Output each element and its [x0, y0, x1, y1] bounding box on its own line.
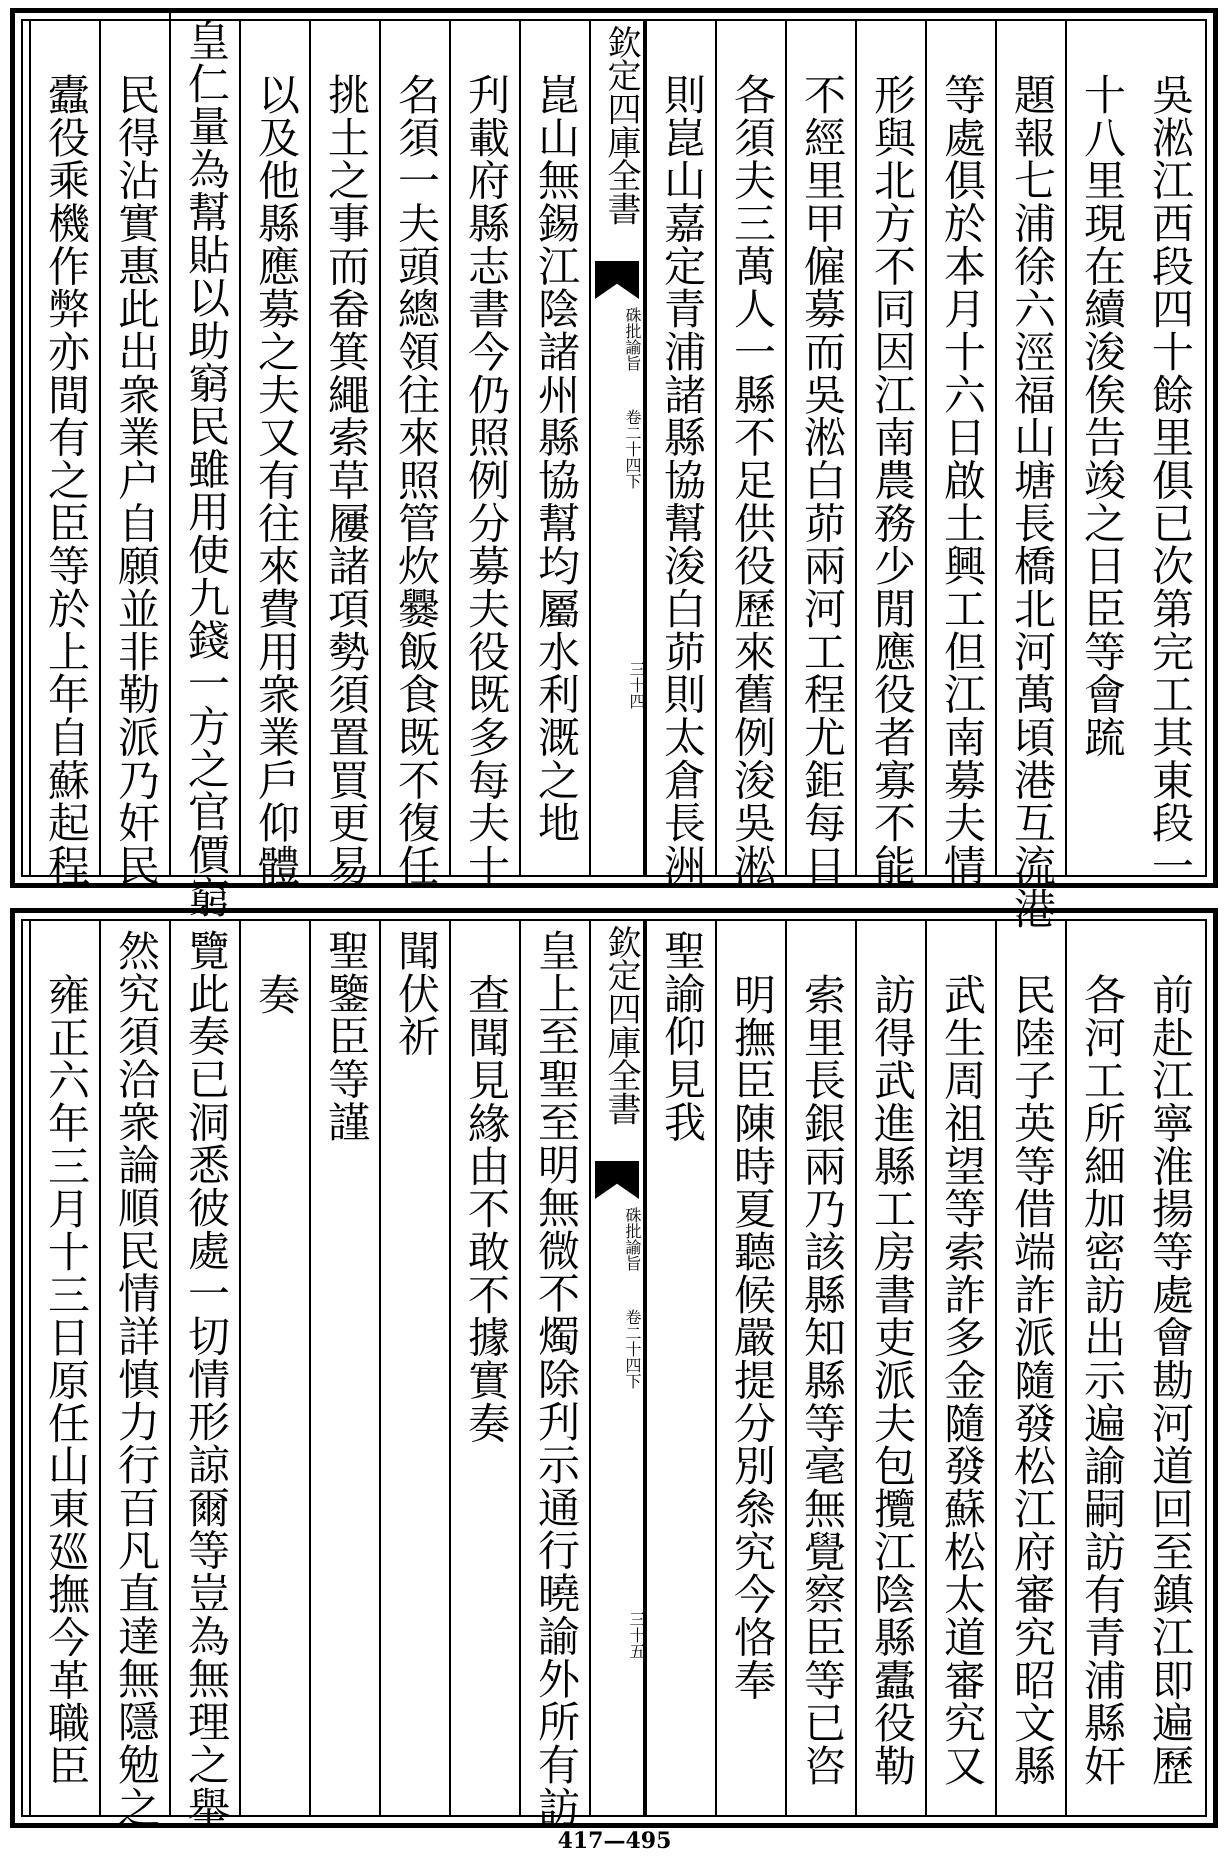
- column-text: 武生周祖望等索詐多金隨發蘇松太道審究又: [938, 973, 987, 1787]
- page-number-footer: 417—495: [557, 1828, 672, 1854]
- text-column: [855, 921, 925, 1815]
- bottom-page: [10, 908, 1218, 1828]
- text-column: [379, 921, 449, 1815]
- text-column: [239, 21, 309, 887]
- column-text: 題報七浦徐六涇福山塘長橋北河萬頃港互流港: [1008, 73, 1057, 930]
- column-text: 崑山無錫江陰諸州縣協幫均屬水利溉之地: [532, 73, 581, 845]
- column-text: 索里長銀兩乃該縣知縣等毫無覺察臣等已咨: [798, 973, 847, 1787]
- column-text: 各須夫三萬人一縣不足供役歷來舊例浚吳淞: [728, 73, 777, 887]
- text-column: [785, 921, 855, 1815]
- bottom-page-frame: [21, 919, 1207, 1829]
- column-text: 聖鑒臣等謹: [322, 929, 371, 1144]
- column-text: 形與北方不同因江南農務少閒應役者寡不能: [868, 73, 917, 887]
- text-column: [995, 21, 1065, 930]
- text-column: [1065, 921, 1135, 1815]
- column-text: 民陸子英等借端詐派隨發松江府審究昭文縣: [1008, 973, 1057, 1787]
- text-column: [99, 921, 169, 1829]
- column-text: 覽此奏已洞悉彼處一切情形諒爾等豈為無理之舉: [182, 929, 231, 1829]
- column-text: 然究須洽衆論順民情詳慎力行百凡直達無隱勉之: [112, 929, 161, 1829]
- text-column: [1135, 21, 1205, 887]
- column-text: 各河工所細加密訪出示遍諭嗣訪有青浦縣奸: [1078, 973, 1127, 1787]
- column-text: 以及他縣應募之夫又有往來費用衆業戶仰體: [252, 73, 301, 887]
- column-text: 等處俱於本月十六日啟土興工但江南募夫情: [938, 73, 987, 887]
- column-text: 前赴江寧淮揚等處會勘河道回至鎮江即遍歷: [1146, 973, 1195, 1787]
- text-column: [519, 921, 589, 1829]
- center-heart-column: [589, 921, 645, 1815]
- fish-tail-mark-icon: [595, 1161, 639, 1199]
- text-column: [925, 921, 995, 1815]
- book-title: 欽定四庫全書: [601, 925, 641, 1125]
- column-text: 皇仁量為幫貼以助窮民雖用使九錢一方之官價窮: [182, 19, 231, 919]
- column-text: 刋載府縣志書今仍照例分募夫役既多每夫十: [462, 73, 511, 887]
- column-text: 查聞見緣由不敢不據實奏: [462, 973, 511, 1445]
- text-column: [239, 921, 309, 1815]
- center-heart-column: [589, 21, 645, 875]
- text-column: [715, 21, 785, 887]
- text-column: [29, 21, 99, 887]
- top-page-frame: [21, 19, 1207, 930]
- column-text: 吳淞江西段四十餘里俱已次第完工其東段一: [1146, 73, 1195, 887]
- column-text: 聖諭仰見我: [658, 929, 707, 1144]
- column-text: 則崑山嘉定青浦諸縣協幫浚白茆則太倉長洲: [658, 73, 707, 887]
- text-column: [449, 921, 519, 1815]
- column-text: 蠹役乘機作弊亦間有之臣等於上年自蘇起程: [42, 73, 91, 887]
- column-text: 訪得武進縣工房書吏派夫包攬江陰縣蠹役勒: [868, 973, 917, 1787]
- chapter-title: 硃批諭旨: [623, 1207, 642, 1271]
- text-column: [785, 21, 855, 887]
- fish-tail-mark-icon: [595, 261, 639, 299]
- text-column: [715, 921, 785, 1815]
- column-text: 聞伏祈: [392, 929, 441, 1058]
- volume-label: 卷二十四下: [623, 1309, 642, 1389]
- text-column: [925, 21, 995, 887]
- text-column: [855, 21, 925, 887]
- column-text: 明撫臣陳時夏聽候嚴提分別叅究今恪奉: [728, 973, 777, 1702]
- text-column: [309, 921, 379, 1815]
- text-column: [519, 21, 589, 875]
- text-column: [379, 21, 449, 887]
- column-text: 名須一夫頭總領往來照管炊爨飯食既不復任: [392, 73, 441, 887]
- text-column: [1135, 921, 1205, 1815]
- column-text: 雍正六年三月十三日原任山東廵撫今革職臣: [42, 973, 91, 1787]
- text-column: [645, 921, 715, 1815]
- column-text: 皇上至聖至明無微不燭除刋示通行曉諭外所有訪: [532, 929, 581, 1829]
- text-column: [309, 21, 379, 887]
- volume-label: 卷二十四下: [623, 409, 642, 489]
- book-title: 欽定四庫全書: [601, 25, 641, 225]
- text-column: [449, 21, 519, 887]
- chapter-title: 硃批諭旨: [623, 307, 642, 371]
- text-column: [169, 921, 239, 1829]
- leaf-number: 三十五: [627, 1611, 646, 1659]
- top-page: [10, 8, 1218, 930]
- column-text: 挑土之事而畚箕繩索草屨諸項勢須置買更易: [322, 73, 371, 887]
- text-column: [1065, 21, 1135, 875]
- text-column: [645, 21, 715, 887]
- text-column: [99, 21, 169, 887]
- text-column: [995, 921, 1065, 1815]
- text-column: [29, 921, 99, 1815]
- leaf-number: 三十四: [627, 661, 646, 709]
- column-text: 奏: [252, 973, 301, 1016]
- column-text: 不經里甲僱募而吳淞白茆兩河工程尤鉅每日: [798, 73, 847, 887]
- column-text: 十八里現在續浚俟告竣之日臣等會䟽: [1078, 73, 1127, 759]
- text-column: [169, 11, 239, 919]
- column-text: 民得沾實惠此出衆業户自願並非勒派乃奸民: [112, 73, 161, 887]
